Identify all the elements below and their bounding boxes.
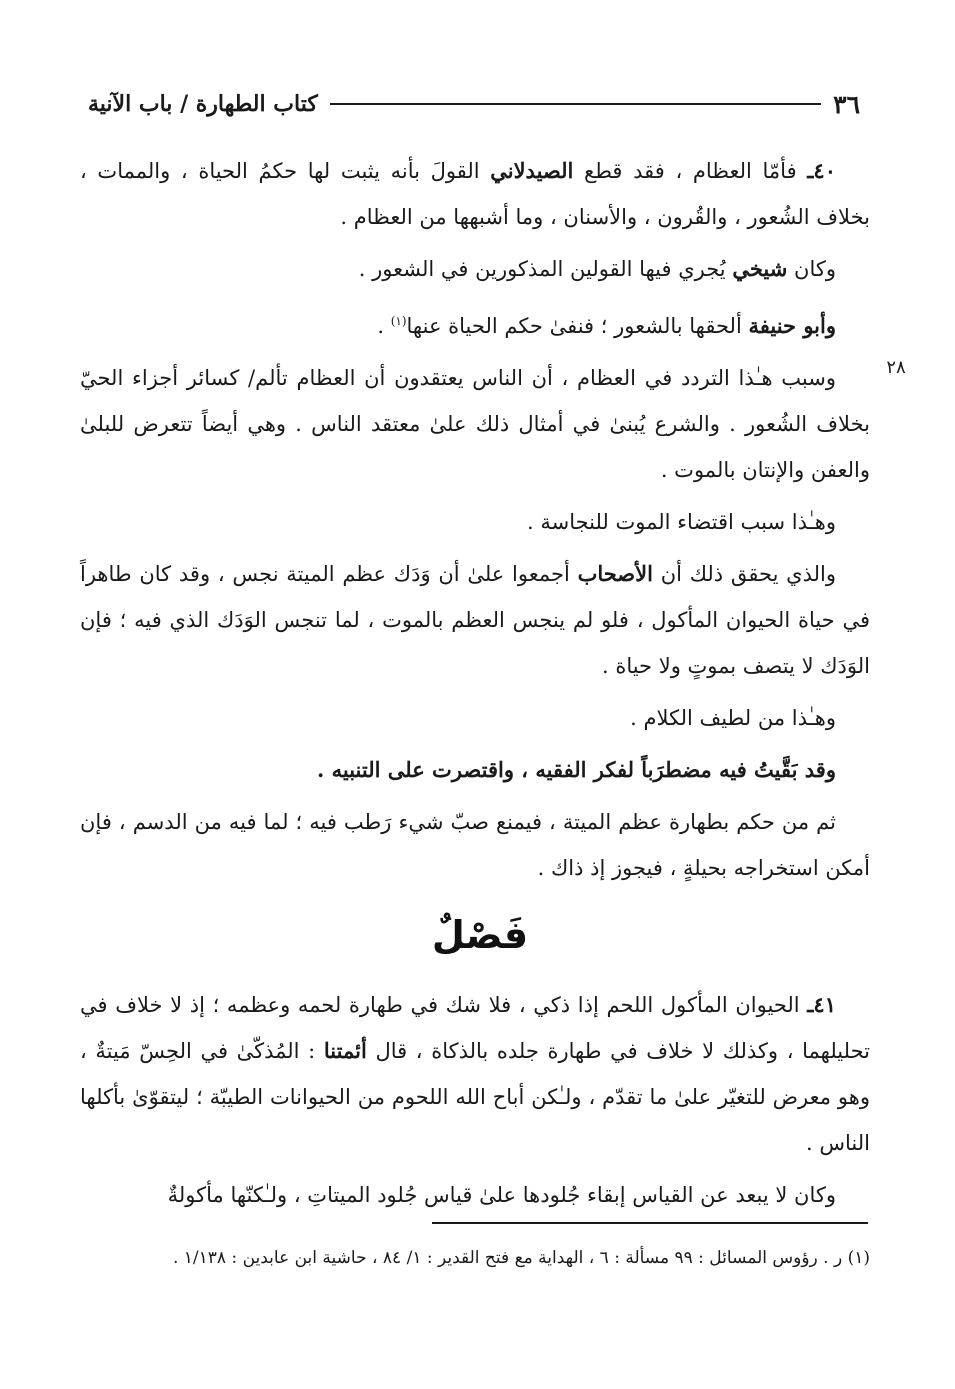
- paragraph-40: ٤٠ـ فأمّا العظام ، فقد قطع الصيدلاني القولَ بأنه يثبت لها حكمُ الحياة ، والممات ، بخلاف الشُعور ، والقُرون ، والأسنان ، وما أشبهها من العظام .: [80, 158, 870, 229]
- bold-name: وأبو حنيفة: [748, 313, 836, 338]
- footnote-1: (١) ر . رؤوس المسائل : ٩٩ مسألة : ٦ ، الهداية مع فتح القدير : ١/ ٨٤ ، حاشية ابن عابدين : ١/١٣٨ .: [172, 1248, 870, 1268]
- paragraph: وأبو حنيفة ألحقها بالشعور ؛ فنفىٰ حكم الحياة عنها$^{(١)}$ .: [377, 313, 836, 338]
- header-rule: [330, 103, 821, 105]
- running-header: [88, 84, 860, 124]
- bold-name: الأصحاب: [577, 561, 653, 586]
- paragraph: ثم من حكم بطهارة عظم الميتة ، فيمنع صبّ شيء رَطب فيه ؛ لما فيه من الدسم ، فإن أمكن استخراجه بحيلةٍ ، فيجوز إذ ذاك .: [80, 810, 870, 880]
- paragraph: وهـٰذا من لطيف الكلام .: [630, 706, 836, 730]
- main-text-section-one: [80, 148, 870, 897]
- bold-name: أئمتنا: [323, 1038, 367, 1063]
- footnote-reference[interactable]: (١): [390, 314, 407, 328]
- running-title: كتاب الطهارة / باب الآنية: [88, 91, 318, 117]
- paragraph-number: ٤٠ـ: [807, 158, 836, 183]
- paragraph-bold: وقد بَقَّيتُ فيه مضطرَباً لفكر الفقيه ، واقتصرت على التنبيه .: [316, 757, 836, 782]
- paragraph: وسبب هـٰذا التردد في العظام ، أن الناس يعتقدون أن العظام تألم/ كسائر أجزاء الحيّ بخلاف الشُعور . والشرع يُبنىٰ في أمثال ذلك علىٰ معتقد الناس . وهي أيضاً تتعرض للبلىٰ والعفن والإنتان بالموت .: [80, 366, 870, 482]
- footnotes: [88, 1242, 870, 1274]
- bold-name: الصيدلاني: [490, 158, 574, 183]
- main-text-section-two: [80, 982, 870, 1224]
- section-heading-fasl: فَصْلٌ: [431, 913, 529, 957]
- paragraph: وكان لا يبعد عن القياس إبقاء جُلودها علىٰ قياس جُلود الميتاتِ ، ولـٰكنّها مأكولةٌ: [167, 1183, 836, 1207]
- paragraph-number: ٤١ـ: [807, 992, 836, 1017]
- paragraph-41: ٤١ـ الحيوان المأكول اللحم إذا ذكي ، فلا شك في طهارة لحمه وعظمه ؛ إذ لا خلاف في تحليلهما ، وكذلك لا خلاف في طهارة جلده بالذكاة ، قال أئمتنا : المُذكّىٰ في الحِسّ مَيتةٌ ، وهو معرض للتغيّر علىٰ ما تقدّم ، ولـٰكن أباح الله اللحوم من الحيوانات الطيبّة ؛ ليتقوّىٰ بأكلها الناس .: [80, 992, 870, 1155]
- bold-name: شيخي: [732, 256, 788, 281]
- footnote-separator: [432, 1222, 868, 1224]
- paragraph: والذي يحقق ذلك أن الأصحاب أجمعوا علىٰ أن وَدَك عظم الميتة نجس ، وقد كان طاهراً في حياة الحيوان المأكول ، فلو لم ينجس العظم بالموت ، لما تنجس الوَدَك الذي فيه ؛ فإن الوَدَك لا يتصف بموتٍ ولا حياة .: [80, 561, 870, 678]
- paragraph: وهـٰذا سبب اقتضاء الموت للنجاسة .: [526, 510, 836, 534]
- page-number: ٣٦: [833, 89, 860, 119]
- margin-page-marker: ٢٨: [886, 357, 906, 378]
- paragraph: وكان شيخي يُجري فيها القولين المذكورين في الشعور .: [358, 256, 836, 281]
